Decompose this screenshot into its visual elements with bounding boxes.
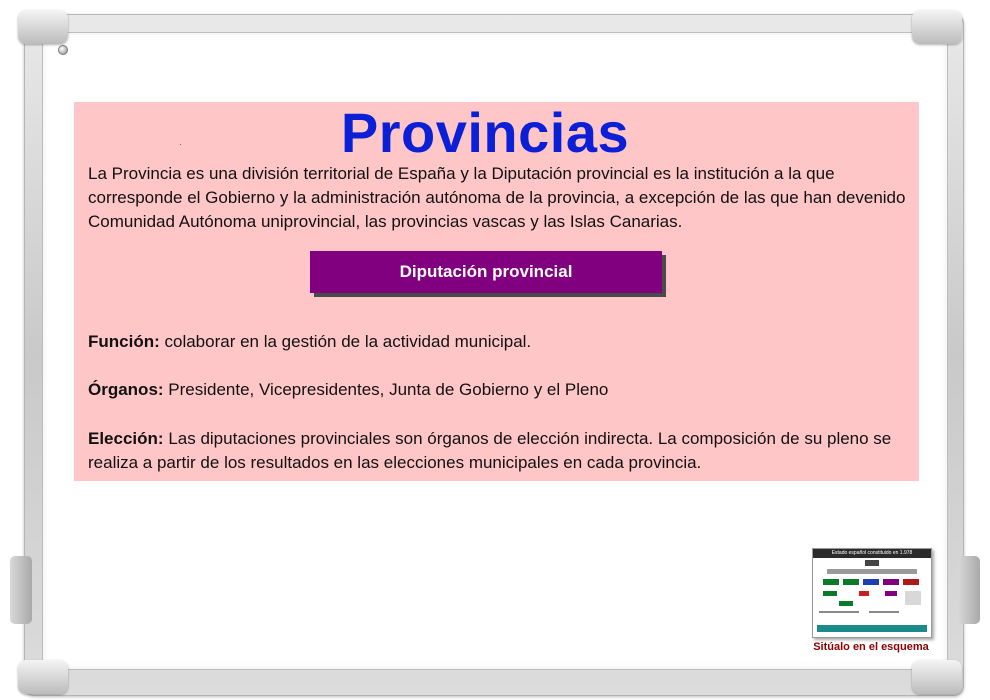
eleccion-text: Las diputaciones provinciales son órganos de elección indirecta. La composición de su pleno se realiza a partir de los resultados en las elecciones municipales en cada provincia.: [88, 429, 892, 472]
organos-paragraph: [88, 378, 916, 402]
frame-corner-top-right: [912, 10, 962, 44]
frame-corner-top-left: [18, 10, 68, 44]
schema-box: [903, 579, 919, 585]
funcion-paragraph: [88, 330, 916, 354]
eleccion-label: Elección:: [88, 429, 164, 448]
schema-box: [817, 625, 927, 632]
schema-link-caption[interactable]: Sitúalo en el esquema: [813, 641, 929, 653]
page-title: Provincias: [340, 101, 630, 164]
screw-icon: [58, 45, 68, 55]
frame-corner-bottom-left: [18, 660, 68, 694]
schema-box: [839, 601, 853, 606]
organos-text: Presidente, Vicepresidentes, Junta de Gobierno y el Pleno: [163, 380, 609, 399]
eleccion-paragraph: [88, 427, 916, 475]
frame-corner-bottom-right: [912, 660, 962, 694]
schema-box: [905, 591, 921, 605]
schema-box: [865, 560, 879, 566]
funcion-text: colaborar en la gestión de la actividad municipal.: [159, 332, 532, 351]
schema-box: [823, 579, 839, 585]
schema-box: [819, 611, 859, 613]
schema-box: [863, 579, 879, 585]
funcion-label: Función:: [88, 332, 160, 351]
intro-paragraph: La Provincia es una división territorial de España y la Diputación provincial es la institución a la que corresponde el Gobierno y la administración autónoma de la provincia, a excepción de las que han devenido Comunidad Autónoma uniprovincial, las provincias vascas y las Islas Canarias.: [88, 164, 906, 231]
schema-box: [843, 579, 859, 585]
diputacion-provincial-button[interactable]: Diputación provincial: [310, 251, 662, 293]
organos-label: Órganos:: [88, 380, 164, 399]
schema-box: [883, 579, 899, 585]
frame-clip-right: [958, 556, 980, 624]
schema-thumbnail[interactable]: [812, 548, 932, 638]
schema-box: [823, 591, 837, 596]
schema-box: [869, 611, 899, 613]
schema-thumbnail-title: Estado español constituido en 1.978: [831, 550, 913, 556]
schema-box: [859, 591, 869, 596]
schema-box: [827, 569, 917, 574]
frame-clip-left: [10, 556, 32, 624]
schema-box: [885, 591, 897, 596]
